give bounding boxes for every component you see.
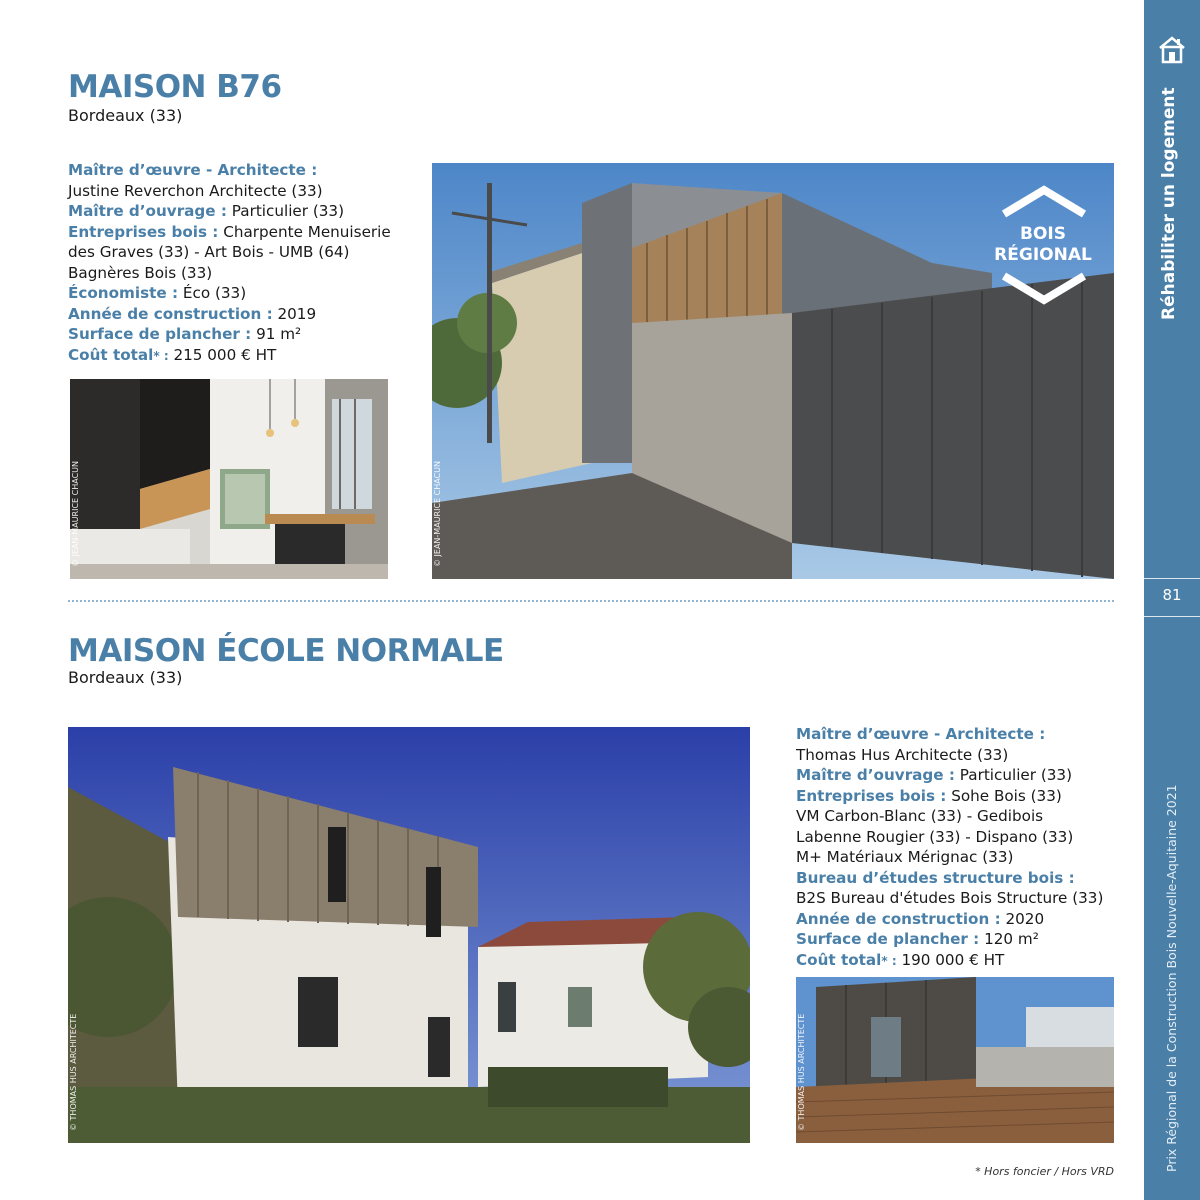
info-line [796,847,1103,868]
page-number: 81 [1162,586,1182,604]
info-label: Bureau d’études structure bois : [796,868,1075,887]
info-label: Année de construction : [796,909,1001,928]
info-label: Maître d’œuvre - Architecte : [68,161,318,179]
project1-interior-photo: © JEAN-MAURICE CHACUN [70,379,388,579]
info-text: Sohe Bois (33) [946,786,1062,805]
info-line [68,160,391,181]
info-text: M+ Matériaux Mérignac (33) [796,848,1014,866]
section-title: Réhabiliter un logement [1159,87,1179,320]
project2-small-photo: © THOMAS HUS ARCHITECTE [796,977,1114,1143]
info-text: VM Carbon-Blanc (33) - Gedibois [796,807,1044,825]
info-text: Justine Reverchon Architecte (33) [68,181,323,200]
info-line [68,263,391,284]
info-line [796,724,1103,745]
info-line [796,909,1103,930]
footnote: * Hors foncier / Hors VRD [975,1165,1114,1178]
info-star: * : [153,348,169,363]
info-line [68,345,391,367]
info-label: Coût total [796,950,882,969]
info-line [68,181,391,202]
sidebar-rule-bottom [1144,616,1200,617]
info-label: Maître d’ouvrage : [796,766,955,784]
project2-info [796,724,1103,971]
info-line [796,765,1103,786]
project2-title: MAISON ÉCOLE NORMALE [68,633,504,669]
info-text: Bagnères Bois (33) [68,263,213,282]
info-text: Particulier (33) [954,766,1073,784]
info-label: Année de construction : [68,304,273,323]
info-line [796,786,1103,807]
project2-main-photo: © THOMAS HUS ARCHITECTE [68,727,750,1143]
sidebar-footer: Prix Régional de la Construction Bois Nouvelle-Aquitaine 2021 [1164,784,1179,1172]
info-text: 2020 [1000,909,1045,928]
section-divider [68,600,1114,602]
info-star: * : [881,953,897,968]
info-label: Surface de plancher : [796,930,980,948]
info-text: Thomas Hus Architecte (33) [796,745,1009,764]
info-line [796,868,1103,889]
info-line [796,745,1103,766]
info-line [68,222,391,243]
info-label: Surface de plancher : [68,325,252,343]
info-text: 2019 [272,304,317,323]
info-text: 190 000 € HT [896,950,1005,969]
project1-title: MAISON B76 [68,69,282,105]
info-line [68,201,391,222]
info-text: Éco (33) [178,284,247,302]
info-label: Économiste : [68,284,179,302]
info-text: Labenne Rougier (33) - Dispano (33) [796,827,1074,846]
info-text: Charpente Menuiserie [218,222,391,241]
badge-line2: RÉGIONAL [994,245,1092,265]
project2-city: Bordeaux (33) [68,668,183,687]
info-text: 215 000 € HT [168,345,277,364]
info-text: Particulier (33) [226,202,345,220]
info-line [68,324,391,345]
info-line [796,806,1103,827]
info-line [796,888,1103,909]
info-text: 91 m² [251,325,302,343]
info-line [68,242,391,263]
info-text: 120 m² [979,930,1039,948]
info-text: B2S Bureau d'études Bois Structure (33) [796,889,1104,907]
info-line [68,283,391,304]
badge-line1: BOIS [1020,224,1066,244]
house-icon [1156,34,1188,66]
project1-exterior-photo: © JEAN-MAURICE CHACUN [432,163,1114,579]
info-label: Maître d’ouvrage : [68,202,227,220]
sidebar-rule-top [1144,578,1200,579]
info-text: des Graves (33) - Art Bois - UMB (64) [68,243,350,261]
info-line [68,304,391,325]
info-line [796,827,1103,848]
info-label: Entreprises bois : [68,222,219,241]
bois-regional-badge [994,224,1092,266]
info-line [796,929,1103,950]
info-line [796,950,1103,972]
info-label: Coût total [68,345,154,364]
info-label: Maître d’œuvre - Architecte : [796,725,1046,743]
project1-city: Bordeaux (33) [68,106,183,125]
project1-info [68,160,391,366]
info-label: Entreprises bois : [796,786,947,805]
